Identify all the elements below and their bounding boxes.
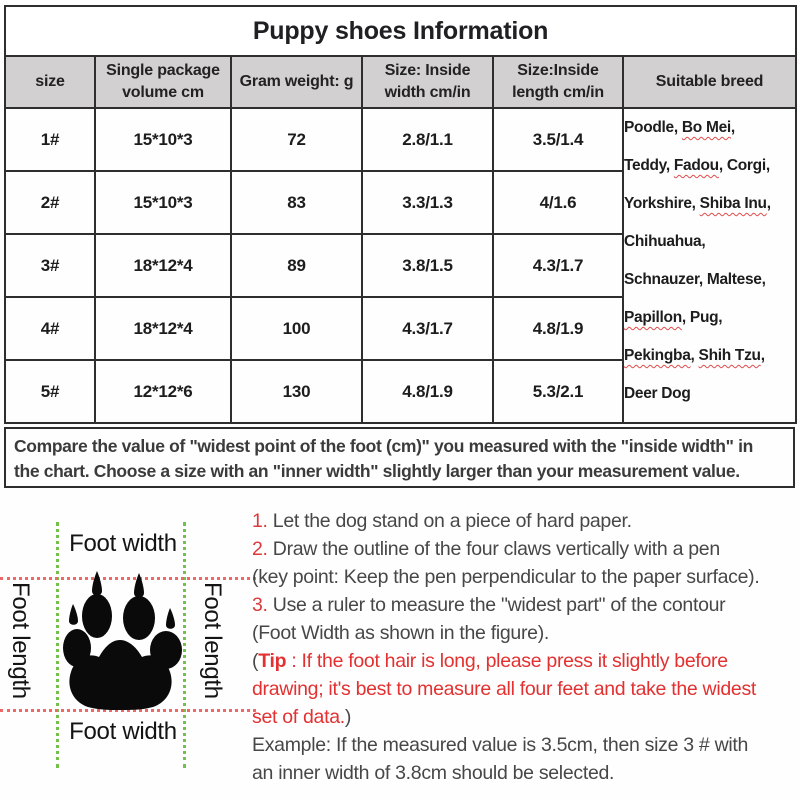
text-segment: , (690, 347, 699, 364)
text-segment: (key point: Keep the pen perpendicular to the paper surface). (252, 566, 760, 588)
table-cell: 4.3/1.7 (362, 297, 493, 360)
column-header-line: Size: Inside (384, 62, 471, 79)
measurement-instructions (252, 507, 800, 787)
paw-measurement-figure (0, 500, 258, 800)
text-segment: Bo Mei (681, 119, 731, 136)
text-segment: Shiba Inu (699, 195, 767, 212)
table-cell: 4# (5, 297, 95, 360)
note-line: the chart. Choose a size with an "inner width" slightly larger than your measurement value. (14, 461, 740, 481)
text-segment: an inner width of 3.8cm should be selected. (252, 762, 615, 784)
instruction-line (252, 703, 800, 731)
table-cell: 15*10*3 (95, 108, 231, 171)
breed-line (624, 147, 795, 185)
text-segment: Tip (258, 650, 287, 672)
table-cell: 3.8/1.5 (362, 234, 493, 297)
column-header-line: Size:Inside (517, 62, 599, 79)
foot-length-label-left: Foot length (7, 582, 34, 699)
foot-width-label-bottom: Foot width (69, 718, 177, 745)
breed-line (624, 261, 795, 299)
column-header-line: volume cm (122, 84, 204, 101)
table-cell: 5.3/2.1 (493, 360, 623, 423)
table-title: Puppy shoes Information (5, 6, 796, 56)
column-header-line: width cm/in (384, 84, 471, 101)
table-cell: 3# (5, 234, 95, 297)
text-segment: Draw the outline of the four claws vertically with a pen (267, 538, 720, 560)
table-cell: 15*10*3 (95, 171, 231, 234)
instruction-line (252, 731, 800, 759)
text-segment: Schnauzer, Maltese, (624, 271, 766, 288)
text-segment: ( (252, 650, 259, 672)
table-cell: 4.3/1.7 (493, 234, 623, 297)
instruction-line (252, 507, 800, 535)
table-cell: 2.8/1.1 (362, 108, 493, 171)
table-cell: 1# (5, 108, 95, 171)
instruction-line (252, 759, 800, 787)
size-chart-table (4, 5, 797, 424)
text-segment: Let the dog stand on a piece of hard paper. (267, 510, 632, 532)
column-header-line: Gram weight: g (239, 73, 354, 90)
table-cell: 18*12*4 (95, 297, 231, 360)
instruction-line (252, 647, 800, 675)
text-segment: Papillon (624, 309, 682, 326)
column-header-1 (5, 56, 95, 108)
column-header-3 (231, 56, 362, 108)
text-segment: Deer Dog (624, 385, 691, 402)
table-cell: 4.8/1.9 (362, 360, 493, 423)
table-cell: 18*12*4 (95, 234, 231, 297)
column-header-line: length cm/in (512, 84, 604, 101)
table-cell: 3.5/1.4 (493, 108, 623, 171)
table-cell: 4.8/1.9 (493, 297, 623, 360)
breed-line (624, 109, 795, 147)
text-segment: , Corgi, (718, 157, 770, 174)
text-segment: , (730, 119, 735, 136)
breed-line (624, 185, 795, 223)
column-header-line: size (35, 73, 65, 90)
table-cell: 2# (5, 171, 95, 234)
text-segment: Chihuahua, (624, 233, 706, 250)
text-segment: 1. (252, 510, 268, 532)
breed-line (624, 375, 795, 413)
text-segment: Pekingba (624, 347, 691, 364)
paw-print-icon (58, 568, 188, 714)
instruction-line (252, 563, 800, 591)
text-segment: drawing; it's best to measure all four feet and take the widest (252, 678, 757, 700)
table-cell: 83 (231, 171, 362, 234)
instruction-line (252, 675, 800, 703)
column-header-6 (623, 56, 796, 108)
text-segment: 2. (252, 538, 268, 560)
text-segment: , (766, 195, 771, 212)
text-segment: Shih Tzu (698, 347, 761, 364)
column-header-4 (362, 56, 493, 108)
table-cell: 130 (231, 360, 362, 423)
column-header-line: Single package (106, 62, 220, 79)
text-segment: ) (344, 706, 352, 728)
column-header-line: Suitable breed (655, 73, 764, 90)
table-row (5, 108, 796, 171)
suitable-breed-cell (623, 108, 796, 423)
text-segment: : If the foot hair is long, please press it slightly before (286, 650, 728, 672)
text-segment: Poodle, (624, 119, 682, 136)
text-segment: Use a ruler to measure the "widest part" of the contour (267, 594, 726, 616)
text-segment: , (760, 347, 765, 364)
text-segment: Yorkshire, (624, 195, 700, 212)
instruction-line (252, 591, 800, 619)
table-cell: 100 (231, 297, 362, 360)
text-segment: Teddy, (624, 157, 674, 174)
text-segment: 3. (252, 594, 268, 616)
table-cell: 4/1.6 (493, 171, 623, 234)
text-segment: , Pug, (681, 309, 723, 326)
text-segment: (Foot Width as shown in the figure). (252, 622, 550, 644)
table-cell: 72 (231, 108, 362, 171)
column-header-5 (493, 56, 623, 108)
foot-width-label-top: Foot width (69, 530, 177, 557)
table-cell: 89 (231, 234, 362, 297)
instruction-line (252, 535, 800, 563)
foot-length-label-right: Foot length (199, 582, 226, 699)
instruction-line (252, 619, 800, 647)
sizing-note (4, 427, 795, 488)
table-cell: 5# (5, 360, 95, 423)
breed-line (624, 337, 795, 375)
column-header-2 (95, 56, 231, 108)
table-cell: 3.3/1.3 (362, 171, 493, 234)
note-line: Compare the value of "widest point of the foot (cm)" you measured with the "inside width" in (14, 436, 753, 456)
table-cell: 12*12*6 (95, 360, 231, 423)
breed-line (624, 223, 795, 261)
breed-line (624, 299, 795, 337)
text-segment: Example: If the measured value is 3.5cm, then size 3 # with (252, 734, 749, 756)
text-segment: Fadou (673, 157, 719, 174)
text-segment: set of data. (252, 706, 345, 728)
